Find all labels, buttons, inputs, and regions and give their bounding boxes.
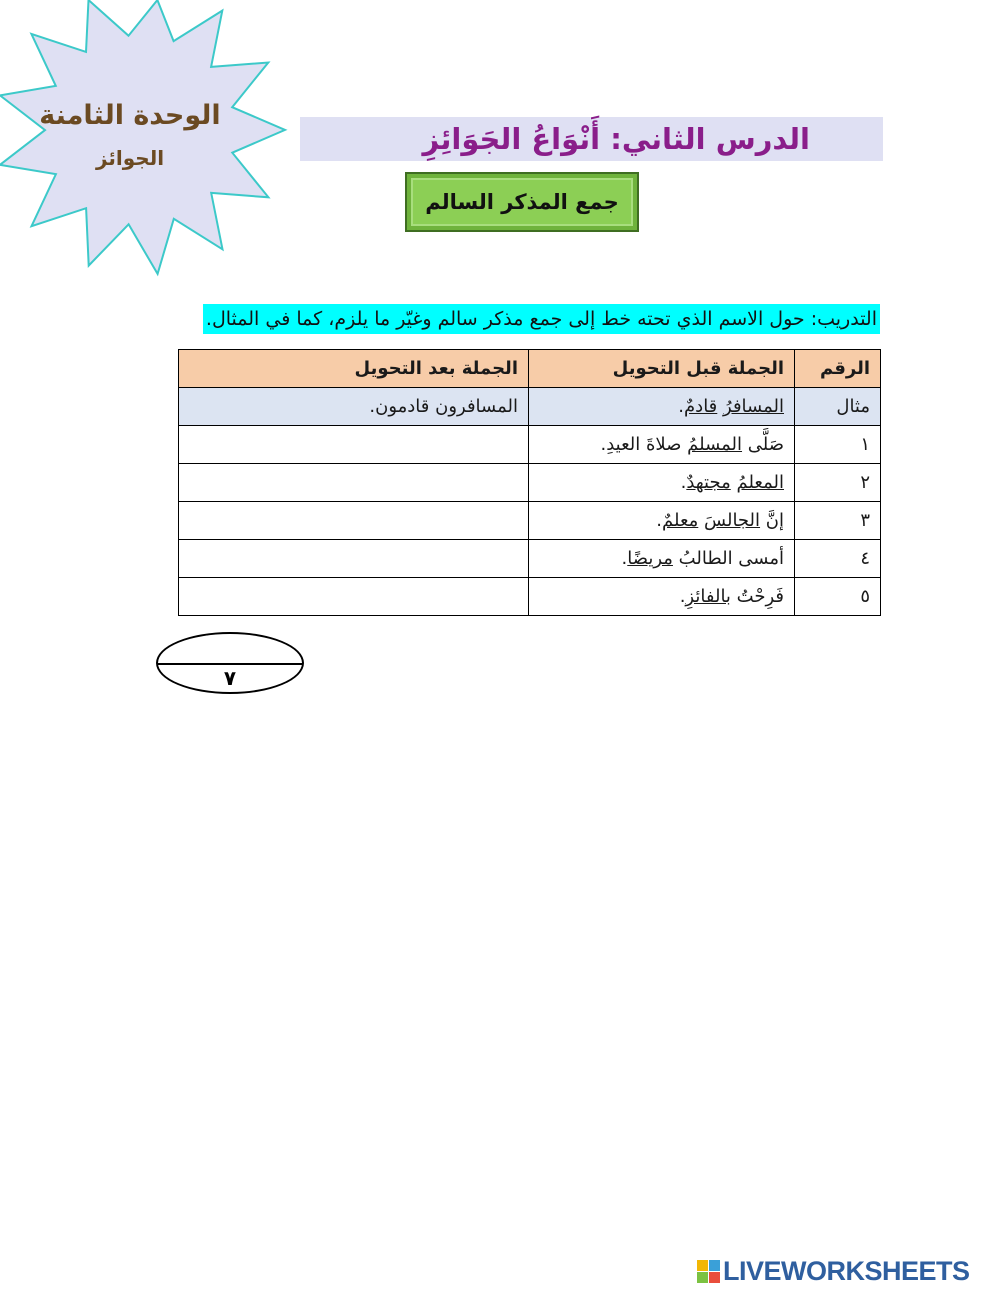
table-row <box>179 502 881 540</box>
example-label: مثال <box>795 388 881 426</box>
logo-square <box>709 1272 720 1283</box>
answer-cell[interactable] <box>179 464 529 502</box>
sentence-before <box>529 502 795 540</box>
sentence-text: إنَّ <box>760 510 784 531</box>
table-row <box>179 578 881 616</box>
table-row <box>179 540 881 578</box>
logo-square <box>697 1260 708 1271</box>
header-after: الجملة بعد التحويل <box>179 350 529 388</box>
exercise-table <box>178 349 881 616</box>
row-number: ١ <box>795 426 881 464</box>
underlined-word: قادمٌ <box>684 396 718 417</box>
row-number: ٤ <box>795 540 881 578</box>
header-before: الجملة قبل التحويل <box>529 350 795 388</box>
exercise-rows <box>179 426 881 616</box>
unit-starburst <box>0 0 300 280</box>
underlined-word: المعلمُ <box>736 472 784 493</box>
oval-divider <box>158 663 302 665</box>
sentence-text: . <box>680 472 687 493</box>
page-number-oval <box>156 632 304 694</box>
row-number: ٢ <box>795 464 881 502</box>
example-sentence-before <box>529 388 795 426</box>
underlined-word: مريضًا <box>627 548 673 569</box>
sentence-text: أمسى الطالبُ <box>672 548 784 569</box>
sentence-text: صَلَّى <box>742 434 784 455</box>
underlined-word: المسلمُ <box>687 434 743 455</box>
answer-cell[interactable] <box>179 426 529 464</box>
sentence-before <box>529 578 795 616</box>
underlined-word: الجالسَ <box>704 510 761 531</box>
example-row <box>179 388 881 426</box>
lesson-title: الدرس الثاني: أَنْوَاعُ الجَوَائِزِ <box>422 122 810 156</box>
sentence-text: . <box>656 510 663 531</box>
underlined-word: معلمٌ <box>662 510 699 531</box>
sentence-text: . <box>621 548 628 569</box>
underlined-word: مجتهدٌ <box>686 472 731 493</box>
underlined-word: المسافرُ <box>723 396 784 417</box>
table-row <box>179 426 881 464</box>
exercise-instruction: التدريب: حول الاسم الذي تحته خط إلى جمع مذكر سالم وغيّر ما يلزم، كما في المثال. <box>203 304 880 334</box>
row-number: ٣ <box>795 502 881 540</box>
sentence-before <box>529 426 795 464</box>
sentence-text: . <box>678 396 685 417</box>
table-row <box>179 464 881 502</box>
page-number: ٧ <box>223 666 237 690</box>
underlined-word: بالفائزِ <box>685 586 731 607</box>
unit-subtitle: الجوائز <box>95 146 165 170</box>
answer-cell[interactable] <box>179 540 529 578</box>
topic-button[interactable]: جمع المذكر السالم <box>405 172 639 232</box>
table-header-row <box>179 350 881 388</box>
sentence-before <box>529 464 795 502</box>
sentence-text: فَرِحْتُ <box>730 586 784 607</box>
logo-square <box>709 1260 720 1271</box>
header-number: الرقم <box>795 350 881 388</box>
liveworksheets-logo <box>697 1256 970 1286</box>
example-sentence-after: المسافرون قادمون. <box>179 388 529 426</box>
logo-square <box>697 1272 708 1283</box>
sentence-text: . <box>679 586 686 607</box>
answer-cell[interactable] <box>179 578 529 616</box>
unit-title: الوحدة الثامنة <box>39 100 221 131</box>
row-number: ٥ <box>795 578 881 616</box>
answer-cell[interactable] <box>179 502 529 540</box>
brand-name: LIVEWORKSHEETS <box>723 1255 970 1286</box>
sentence-text: صلاةَ العيدِ. <box>600 434 688 455</box>
logo-grid-icon <box>697 1260 720 1283</box>
sentence-before <box>529 540 795 578</box>
